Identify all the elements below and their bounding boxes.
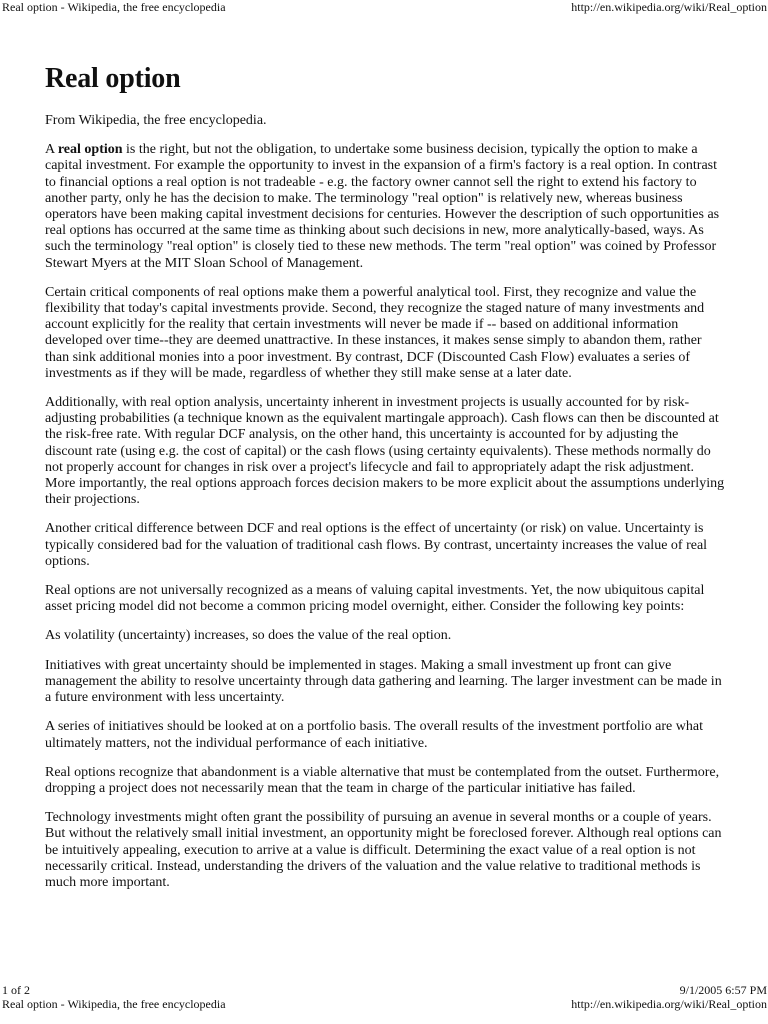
paragraph-portfolio: A series of initiatives should be looked at on a portfolio basis. The overall results of the investment portfolio are what ultimately matters, not the individual performance of each initiative. bbox=[45, 719, 703, 751]
page-title: Real option bbox=[45, 63, 181, 94]
footer-page-number: 1 of 2 bbox=[2, 983, 30, 997]
footer-url: http://en.wikipedia.org/wiki/Real_option bbox=[571, 997, 767, 1011]
footer-page-title: Real option - Wikipedia, the free encyclopedia bbox=[2, 997, 226, 1011]
header-url: http://en.wikipedia.org/wiki/Real_option bbox=[571, 0, 767, 14]
intro-paragraph bbox=[45, 142, 725, 272]
paragraph-abandonment: Real options recognize that abandonment is a viable alternative that must be contemplated from the outset. Furthermore, dropping a project does not necessarily mean that the team in charge of the particular initiative has failed. bbox=[45, 764, 720, 796]
paragraph-volatility: As volatility (uncertainty) increases, so does the value of the real option. bbox=[45, 628, 452, 644]
paragraph-dcf-difference: Another critical difference between DCF and real options is the effect of uncertainty (or risk) on value. Uncertainty is typically considered bad for the valuation of traditional cash flows. By contrast, uncertainty increases the value of real options. bbox=[45, 521, 708, 569]
paragraph-uncertainty-analysis: Additionally, with real option analysis, uncertainty inherent in investment projects is usually accounted for by risk-adjusting probabilities (a technique known as the equivalent martingale approach). Cash flows can then be discounted at the risk-free rate. With regular DCF analysis, on the other hand, this uncertainty is accounted for by adjusting the discount rate (using e.g. the cost of capital) or the cash flows (using certainty equivalents). These methods normally do not properly account for changes in risk over a project's lifecycle and fail to appropriately adapt the risk adjustment. More importantly, the real options approach forces decision makers to be more explicit about the assumptions underlying their projections. bbox=[45, 395, 725, 508]
paragraph-technology: Technology investments might often grant the possibility of pursuing an avenue in several months or a couple of years. But without the relatively small initial investment, an opportunity might be foreclosed forever. Although real options can be intuitively appealing, execution to arrive at a value is difficult. Determining the exact value of a real option is not necessarily critical. Instead, understanding the drivers of the valuation and the value relative to traditional methods is much more important. bbox=[45, 810, 722, 890]
intro-text: is the right, but not the obligation, to undertake some business decision, typically the option to make a capital investment. For example the opportunity to invest in the expansion of a firm's factory is a real option. In contrast to financial options a real option is not tradeable - e.g. the factory owner cannot sell the right to extend his factory to another party, only he has the decision to make. The terminology "real option" is relatively new, whereas business operators have been making capital investment decisions for centuries. However the description of such opportunities as real options has occurred at the same time as thinking about such decisions in new, more analytically-based, ways. As such the terminology "real option" is closely tied to these new methods. The term "real option" was coined by Professor Stewart Myers at the MIT Sloan School of Management. bbox=[45, 142, 720, 271]
footer-datetime: 9/1/2005 6:57 PM bbox=[679, 983, 767, 997]
paragraph-components: Certain critical components of real options make them a powerful analytical tool. First, they recognize and value the flexibility that today's capital investments provide. Second, they recognize the staged nature of many investments and account explicitly for the reality that certain investments will never be made if -- based on additional information developed over time--they are deemed unattractive. In these instances, it makes sense simply to abandon them, rather than sink additional monies into a poor investment. By contrast, DCF (Discounted Cash Flow) evaluates a series of investments as if they will be made, regardless of whether they still make sense at a later date. bbox=[45, 284, 705, 381]
header-page-title: Real option - Wikipedia, the free encyclopedia bbox=[2, 0, 226, 14]
intro-prefix: A bbox=[45, 142, 58, 158]
paragraph-stages: Initiatives with great uncertainty should be implemented in stages. Making a small investment up front can give management the ability to resolve uncertainty through data gathering and learning. The larger investment can be made in a future environment with less uncertainty. bbox=[45, 657, 722, 706]
intro-bold-term: real option bbox=[57, 142, 123, 158]
paragraph-recognition: Real options are not universally recognized as a means of valuing capital investments. Yet, the now ubiquitous capital asset pricing model did not become a common pricing model overnight, either. Consider the following key points: bbox=[45, 583, 705, 615]
from-wikipedia-line: From Wikipedia, the free encyclopedia. bbox=[45, 113, 267, 128]
article bbox=[45, 62, 725, 904]
